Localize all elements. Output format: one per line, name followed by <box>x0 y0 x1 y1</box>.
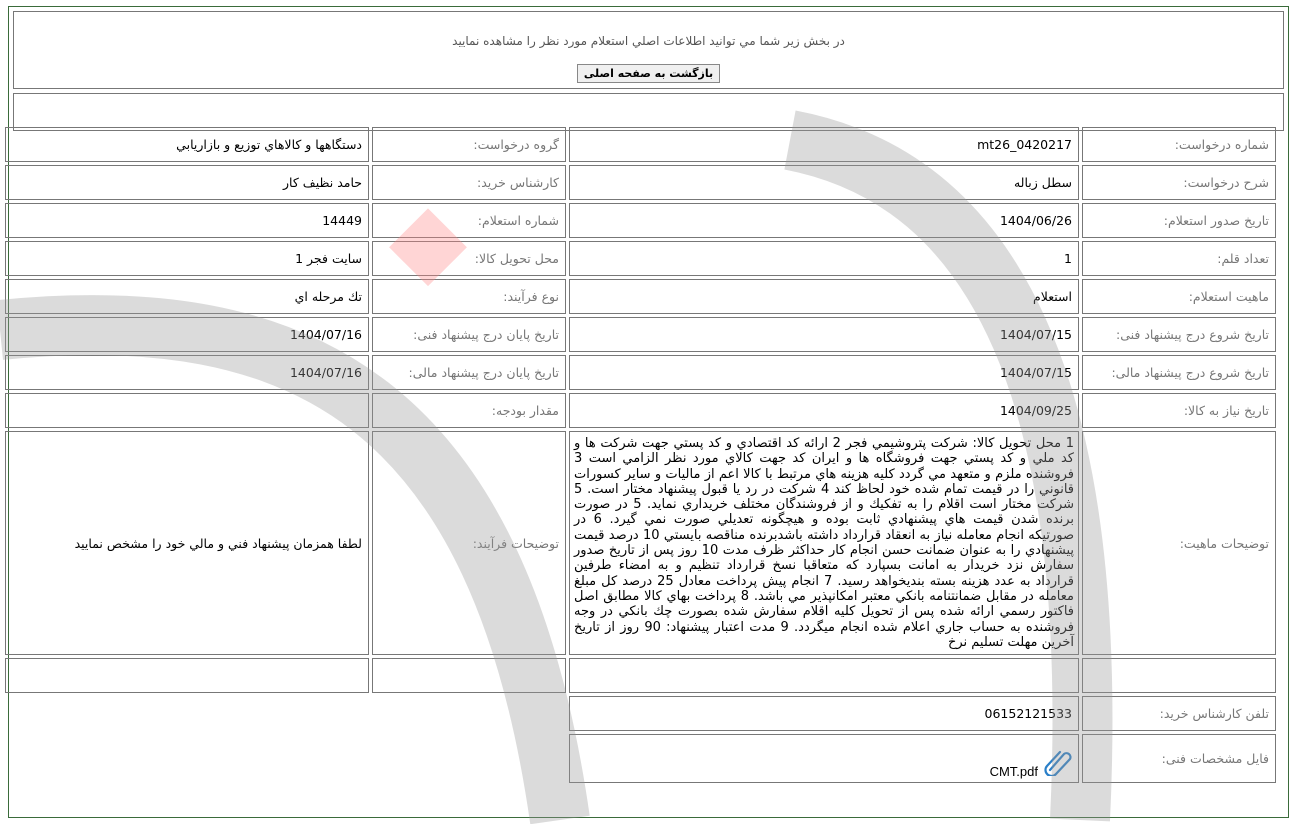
file-link[interactable]: CMT.pdf <box>989 764 1038 780</box>
empty-cell <box>1082 658 1276 693</box>
table-row <box>5 127 1276 162</box>
field-label: کارشناس خريد: <box>372 165 566 200</box>
field-label: شماره استعلام: <box>372 203 566 238</box>
table-row <box>5 734 1276 783</box>
intro-message: در بخش زير شما مي توانيد اطلاعات اصلي استعلام مورد نظر را مشاهده نماييد <box>452 34 845 48</box>
table-row <box>5 165 1276 200</box>
field-value: سطل زباله <box>569 165 1079 200</box>
table-row <box>5 696 1276 731</box>
field-label: تاریخ پایان درج پیشنهاد فنی: <box>372 317 566 352</box>
field-label: تاریخ صدور استعلام: <box>1082 203 1276 238</box>
table-row <box>5 431 1276 655</box>
field-value: 1404/07/15 <box>569 355 1079 390</box>
paperclip-icon[interactable] <box>1042 746 1072 779</box>
table-row <box>5 279 1276 314</box>
phone-value: 06152121533 <box>569 696 1079 731</box>
phone-label: تلفن کارشناس خريد: <box>1082 696 1276 731</box>
field-value: حامد نظيف كار <box>5 165 369 200</box>
field-value: 1404/07/16 <box>5 317 369 352</box>
field-value <box>5 393 369 428</box>
back-to-home-button[interactable]: بازگشت به صفحه اصلی <box>577 64 720 83</box>
field-label: ماهيت استعلام: <box>1082 279 1276 314</box>
field-value: 1404/09/25 <box>569 393 1079 428</box>
description-label: توضيحات ماهيت: <box>1082 431 1276 655</box>
field-label: تعداد قلم: <box>1082 241 1276 276</box>
field-label: گروه درخواست: <box>372 127 566 162</box>
table-row <box>5 203 1276 238</box>
field-value: mt26_0420217 <box>569 127 1079 162</box>
blank <box>372 734 566 783</box>
field-value: تك مرحله اي <box>5 279 369 314</box>
field-label: محل تحويل کالا: <box>372 241 566 276</box>
process-description-label: توضيحات فرآيند: <box>372 431 566 655</box>
table-row-empty <box>5 658 1276 693</box>
intro-panel <box>13 11 1284 89</box>
empty-cell <box>569 658 1079 693</box>
table-row <box>5 355 1276 390</box>
table-row <box>5 317 1276 352</box>
inquiry-details-table <box>2 124 1279 786</box>
empty-cell <box>372 658 566 693</box>
blank <box>5 696 369 731</box>
field-value: سايت فجر 1 <box>5 241 369 276</box>
field-value: 14449 <box>5 203 369 238</box>
field-label: شماره درخواست: <box>1082 127 1276 162</box>
field-label: تاریخ شروع درج پیشنهاد مالی: <box>1082 355 1276 390</box>
field-value: استعلام <box>569 279 1079 314</box>
empty-cell <box>5 658 369 693</box>
table-row <box>5 393 1276 428</box>
field-label: شرح درخواست: <box>1082 165 1276 200</box>
blank <box>372 696 566 731</box>
process-description-text: لطفا همزمان پيشنهاد فني و مالي خود را مشخص نماييد <box>5 431 369 655</box>
field-value: دستگاهها و کالاهاي توزيع و بازاريابي <box>5 127 369 162</box>
file-label: فايل مشخصات فنی: <box>1082 734 1276 783</box>
blank <box>5 734 369 783</box>
field-label: تاريخ نياز به کالا: <box>1082 393 1276 428</box>
field-label: تاریخ شروع درج پیشنهاد فنی: <box>1082 317 1276 352</box>
field-value: 1404/07/16 <box>5 355 369 390</box>
file-cell <box>569 734 1079 783</box>
table-row <box>5 241 1276 276</box>
field-label: مقدار بودجه: <box>372 393 566 428</box>
field-label: نوع فرآيند: <box>372 279 566 314</box>
field-value: 1404/06/26 <box>569 203 1079 238</box>
field-value: 1404/07/15 <box>569 317 1079 352</box>
field-label: تاریخ پایان درج پیشنهاد مالی: <box>372 355 566 390</box>
description-text: 1 محل تحويل كالا: شركت پتروشيمي فجر 2 ارائه كد اقتصادي و كد پستي جهت شركت ها و كد ملي و كد پستي جهت فروشگاه ها و ايران كد جهت كالاي مورد نظر الزامي است 3 فروشنده ملزم و متعهد مي گردد كليه هزينه هاي مرتبط با كالا اعم از ماليات و ساير كسورات قانوني را در قيمت تمام شده خود لحاظ كند 4 شركت در رد يا قبول پيشنهاد مختار است. 5 شركت مختار است اقلام را به تفكيك و از فروشندگان مختلف خريداري نمايد. 5 در صورت برنده شدن قيمت هاي پيشنهادي ثابت بوده و هيچگونه تعديلي صورت نمي گيرد. 6 در صورتيكه انجام معامله نياز به انعقاد قرارداد داشته باشدبرنده مناقصه بايستي 10 درصد قيمت پيشنهادي را به عنوان ضمانت حسن انجام كار حداكثر ظرف مدت 10 روز پس از تاريخ صدور سفارش نزد خريدار به امانت بسپارد كه متعاقبا نسخ قرارداد تنظيم و به امضاء طرفين قرارداد به عدد هزينه بسته بنديخواهد رسيد. 7 انجام پيش پرداخت معادل 25 درصد كل مبلغ معامله در مقابل ضمانتنامه بانكي معتبر امكانپذير مي باشد. 8 پرداخت بهاي كالا مطابق اصل فاكتور رسمي ارائه شده پس از تحويل كليه اقلام سفارش شده بصورت چك بانكي در وجه فروشنده به حساب جاري اعلام شده انجام ميگردد. 9 مدت اعتبار پيشنهاد: 90 روز از تاريخ آخرين مهلت تسليم نرخ <box>569 431 1079 655</box>
field-value: 1 <box>569 241 1079 276</box>
